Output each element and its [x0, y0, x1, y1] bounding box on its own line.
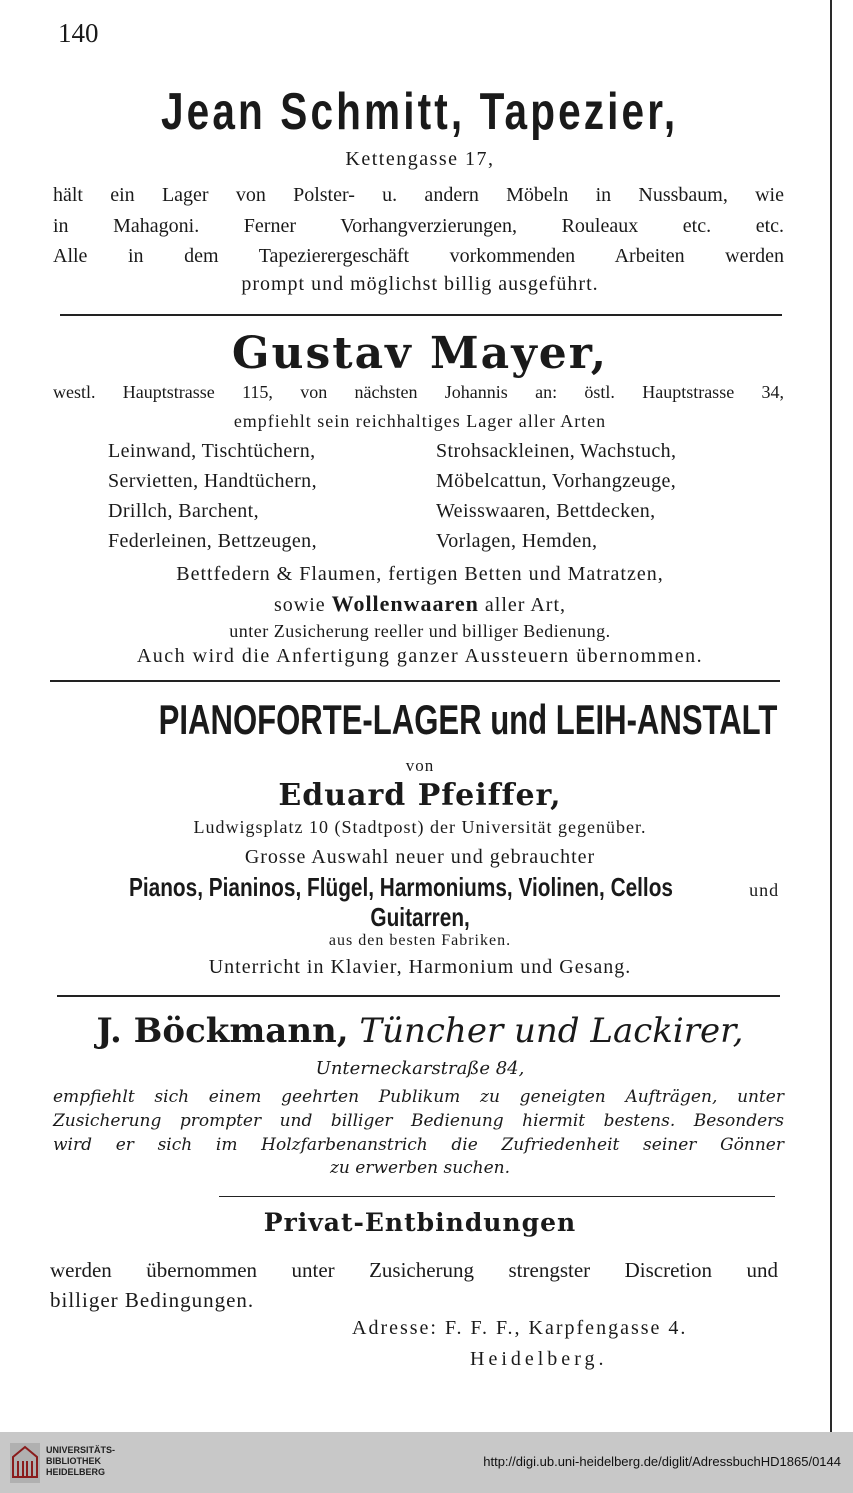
ad1-line-1: hält ein Lager von Polster- u. andern Möbeln in Nussbaum, wie: [53, 184, 784, 206]
ad2-intro: empfiehlt sein reichhaltiges Lager aller Arten: [233, 411, 607, 431]
library-name: [46, 1445, 115, 1478]
ad1-address: Kettengasse 17,: [345, 148, 495, 170]
ad3-title-text: PIANOFORTE-LAGER und LEIH-ANSTALT: [158, 696, 778, 743]
ad4-title: [50, 1009, 790, 1053]
ad3-line3: [50, 902, 790, 933]
ad2-line-c: unter Zusicherung reeller und billiger Bedienung.: [229, 621, 611, 641]
ad3-name: Eduard Pfeiffer,: [278, 778, 562, 813]
ad4-address: Unterneckarstraße 84,: [315, 1058, 525, 1079]
ad2-left-item: Leinwand, Tischtüchern,: [108, 440, 316, 462]
ad1-title: [50, 80, 790, 144]
ad5-address: Adresse: F. F. F., Karpfengasse 4.: [352, 1317, 688, 1339]
ad3-line4: aus den besten Fabriken.: [328, 932, 512, 949]
ad5-city: Heidelberg.: [470, 1348, 608, 1370]
ad3-line2: [50, 872, 790, 903]
ad4-line-1: empfiehlt sich einem geehrten Publikum zu geneigten Aufträgen, unter: [53, 1087, 784, 1107]
ad2-left-item: Servietten, Handtüchern,: [108, 470, 317, 492]
divider: [60, 314, 782, 316]
ad2-line-b: [50, 591, 790, 617]
ad3-line3-bold: Guitarren,: [370, 902, 470, 932]
ad2-title: Gustav Mayer,: [231, 328, 609, 379]
ad3-line2-bold: Pianos, Pianinos, Flügel, Harmoniums, Violinen, Cellos: [128, 872, 673, 902]
ad2-line-a: Bettfedern & Flaumen, fertigen Betten und Matratzen,: [176, 563, 664, 585]
ad2-line-b-pre: sowie: [273, 594, 326, 616]
ad2-right-item: Möbelcattun, Vorhangzeuge,: [436, 470, 677, 492]
library-name-line: HEIDELBERG: [46, 1467, 106, 1477]
ad4-last-line: zu erwerben suchen.: [329, 1158, 511, 1178]
ad3-von: von: [405, 756, 435, 775]
ad5-line1: werden übernommen unter Zusicherung strengster Discretion und: [50, 1258, 778, 1282]
divider: [57, 995, 780, 997]
library-name-line: UNIVERSITÄTS-: [46, 1445, 116, 1455]
ad1-line-3: Alle in dem Tapezierergeschäft vorkommenden Arbeiten werden: [53, 245, 784, 267]
ad3-line1: Grosse Auswahl neuer und gebrauchter: [244, 846, 596, 868]
ad2-right-item: Weisswaaren, Bettdecken,: [436, 500, 656, 522]
ad4-line-2: Zusicherung prompter und billiger Bedienung hiermit bestens. Besonders: [53, 1111, 784, 1131]
divider: [50, 680, 780, 682]
ad3-line5: Unterricht in Klavier, Harmonium und Gesang.: [208, 956, 632, 978]
library-logo-icon: [10, 1443, 40, 1483]
ad5-line2: billiger Bedingungen.: [50, 1288, 255, 1312]
ad1-line-2: in Mahagoni. Ferner Vorhangverzierungen, Rouleaux etc. etc.: [53, 215, 784, 237]
ad4-title-bold: J. Böckmann,: [96, 1011, 349, 1051]
ad2-left-item: Drillch, Barchent,: [108, 500, 260, 522]
page-number: 140: [58, 18, 99, 48]
ad2-line-b-post: aller Art,: [484, 594, 567, 616]
source-url-link[interactable]: http://digi.ub.uni-heidelberg.de/diglit/AdressbuchHD1865/0144: [483, 1454, 841, 1469]
ad2-address: westl. Hauptstrasse 115, von nächsten Johannis an: östl. Hauptstrasse 34,: [53, 382, 784, 402]
ad4-line-3: wird er sich im Holzfarbenanstrich die Zufriedenheit seiner Gönner: [53, 1135, 784, 1155]
ad1-last-line: prompt und möglichst billig ausgeführt.: [241, 273, 599, 295]
ad2-line-b-bold: Wollenwaaren: [331, 591, 479, 616]
ad4-title-rest: Tüncher und Lackirer,: [359, 1011, 744, 1051]
library-name-line: BIBLIOTHEK: [46, 1456, 101, 1466]
ad1-title-text: Jean Schmitt, Tapezier,: [161, 83, 679, 141]
ad2-line-d: Auch wird die Anfertigung ganzer Aussteuern übernommen.: [136, 645, 704, 667]
ad3-line2-und: und: [749, 880, 780, 900]
divider: [219, 1196, 775, 1197]
footer-bar: [0, 1432, 853, 1493]
ad3-address: Ludwigsplatz 10 (Stadtpost) der Universität gegenüber.: [193, 817, 647, 837]
ad2-right-item: Strohsackleinen, Wachstuch,: [436, 440, 677, 462]
ad3-title: [50, 694, 790, 746]
ad2-right-item: Vorlagen, Hemden,: [436, 530, 598, 552]
ad2-left-item: Federleinen, Bettzeugen,: [108, 530, 317, 552]
ad5-title: Privat-Entbindungen: [263, 1208, 577, 1237]
page-edge-line: [830, 0, 832, 1432]
